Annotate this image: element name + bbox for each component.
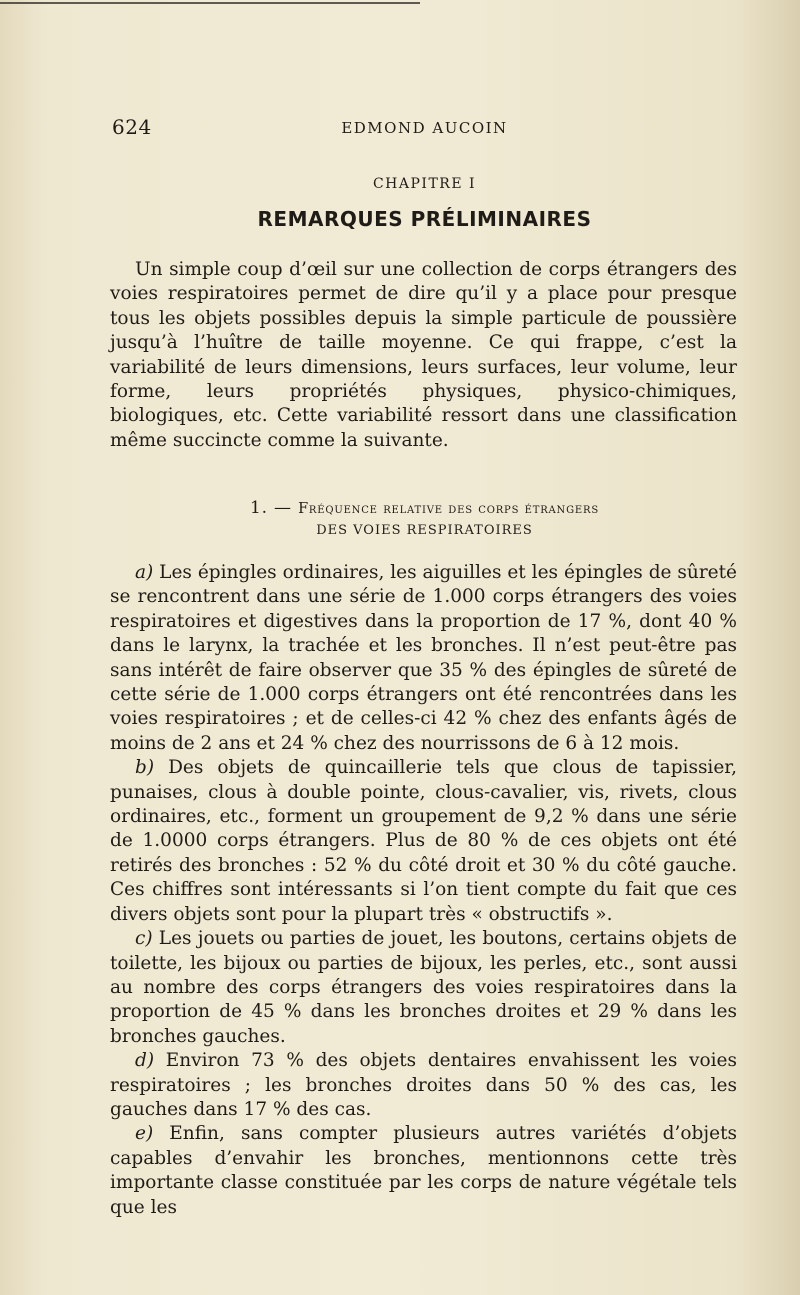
item-paragraph [110, 756, 737, 927]
item-marker: a) [135, 562, 154, 583]
section-number: 1. — [250, 498, 299, 518]
item-paragraph [110, 561, 737, 756]
item-paragraph [110, 927, 737, 1049]
items-section [110, 561, 737, 1220]
top-edge-rule [0, 2, 420, 4]
section-title-line2: DES VOIES RESPIRATOIRES [316, 523, 533, 538]
item-text: Les épingles ordinaires, les aiguilles et les épingles de sûreté se rencontrent dans une série de 1.000 corps étrangers des voies respiratoires et digestives dans la proportion de 17 %, dont 40 % dans le larynx, la trachée et les bronches. Il n’est peut-être pas sans intérêt de faire observer que 35 % des épingles de sûreté de cette série de 1.000 corps étrangers ont été rencontrées dans les voies respiratoires ; et de celles-ci 42 % chez des enfants âgés de moins de 2 ans et 24 % chez des nourrissons de 6 à 12 mois. [110, 562, 737, 754]
item-text: Des objets de quincaillerie tels que clous de tapissier, punaises, clous à double pointe, clous-cavalier, vis, rivets, clous ordinaires, etc., forment un groupement de 9,2 % dans une série de 1.0000 corps étrangers. Plus de 80 % de ces objets ont été retirés des bronches : 52 % du côté droit et 30 % du côté gauche. Ces chiffres sont intéressants si l’on tient compte du fait que ces divers objets sont pour la plupart très « obstructifs ». [110, 757, 737, 925]
item-text: Enfin, sans compter plusieurs autres variétés d’objets capables d’envahir les bronches, mentionnons cette très importante classe constituée par les corps de nature végétale tels que les [110, 1123, 737, 1218]
item-paragraph [110, 1122, 737, 1220]
item-marker: e) [135, 1123, 154, 1145]
page-number: 624 [112, 115, 152, 139]
section-title-line1: Fréquence relative des corps étrangers [298, 501, 599, 517]
section-heading [112, 497, 737, 542]
page-header [112, 115, 737, 145]
item-marker: b) [135, 757, 155, 779]
item-text: Les jouets ou parties de jouet, les boutons, certains objets de toilette, les bijoux ou parties de bijoux, les perles, etc., sont aussi au nombre des corps étrangers des voies respiratoires dans la proportion de 45 % dans les bronches droites et 29 % dans les bronches gauches. [110, 928, 737, 1047]
chapter-label: CHAPITRE I [372, 176, 477, 192]
item-marker: d) [135, 1050, 155, 1072]
running-head: EDMOND AUCOIN [341, 119, 508, 137]
chapter-title: REMARQUES PRÉLIMINAIRES [257, 207, 592, 231]
intro-section [110, 258, 737, 453]
item-marker: c) [135, 928, 153, 950]
intro-paragraph: Un simple coup d’œil sur une collection de corps étrangers des voies respiratoires permet de dire qu’il y a place pour presque tous les objets possibles depuis la simple particule de poussière jusqu’à l’huître de taille moyenne. Ce qui frappe, c’est la variabilité de leurs dimensions, leurs surfaces, leur volume, leur forme, leurs propriétés physiques, physico-chimiques, biologiques, etc. Cette variabilité ressort dans une classification même succincte comme la suivante. [110, 259, 737, 451]
section-heading-line1 [112, 497, 737, 520]
item-text: Environ 73 % des objets dentaires envahissent les voies respiratoires ; les bronches droites dans 50 % des cas, les gauches dans 17 % des cas. [110, 1050, 737, 1120]
item-paragraph [110, 1049, 737, 1122]
